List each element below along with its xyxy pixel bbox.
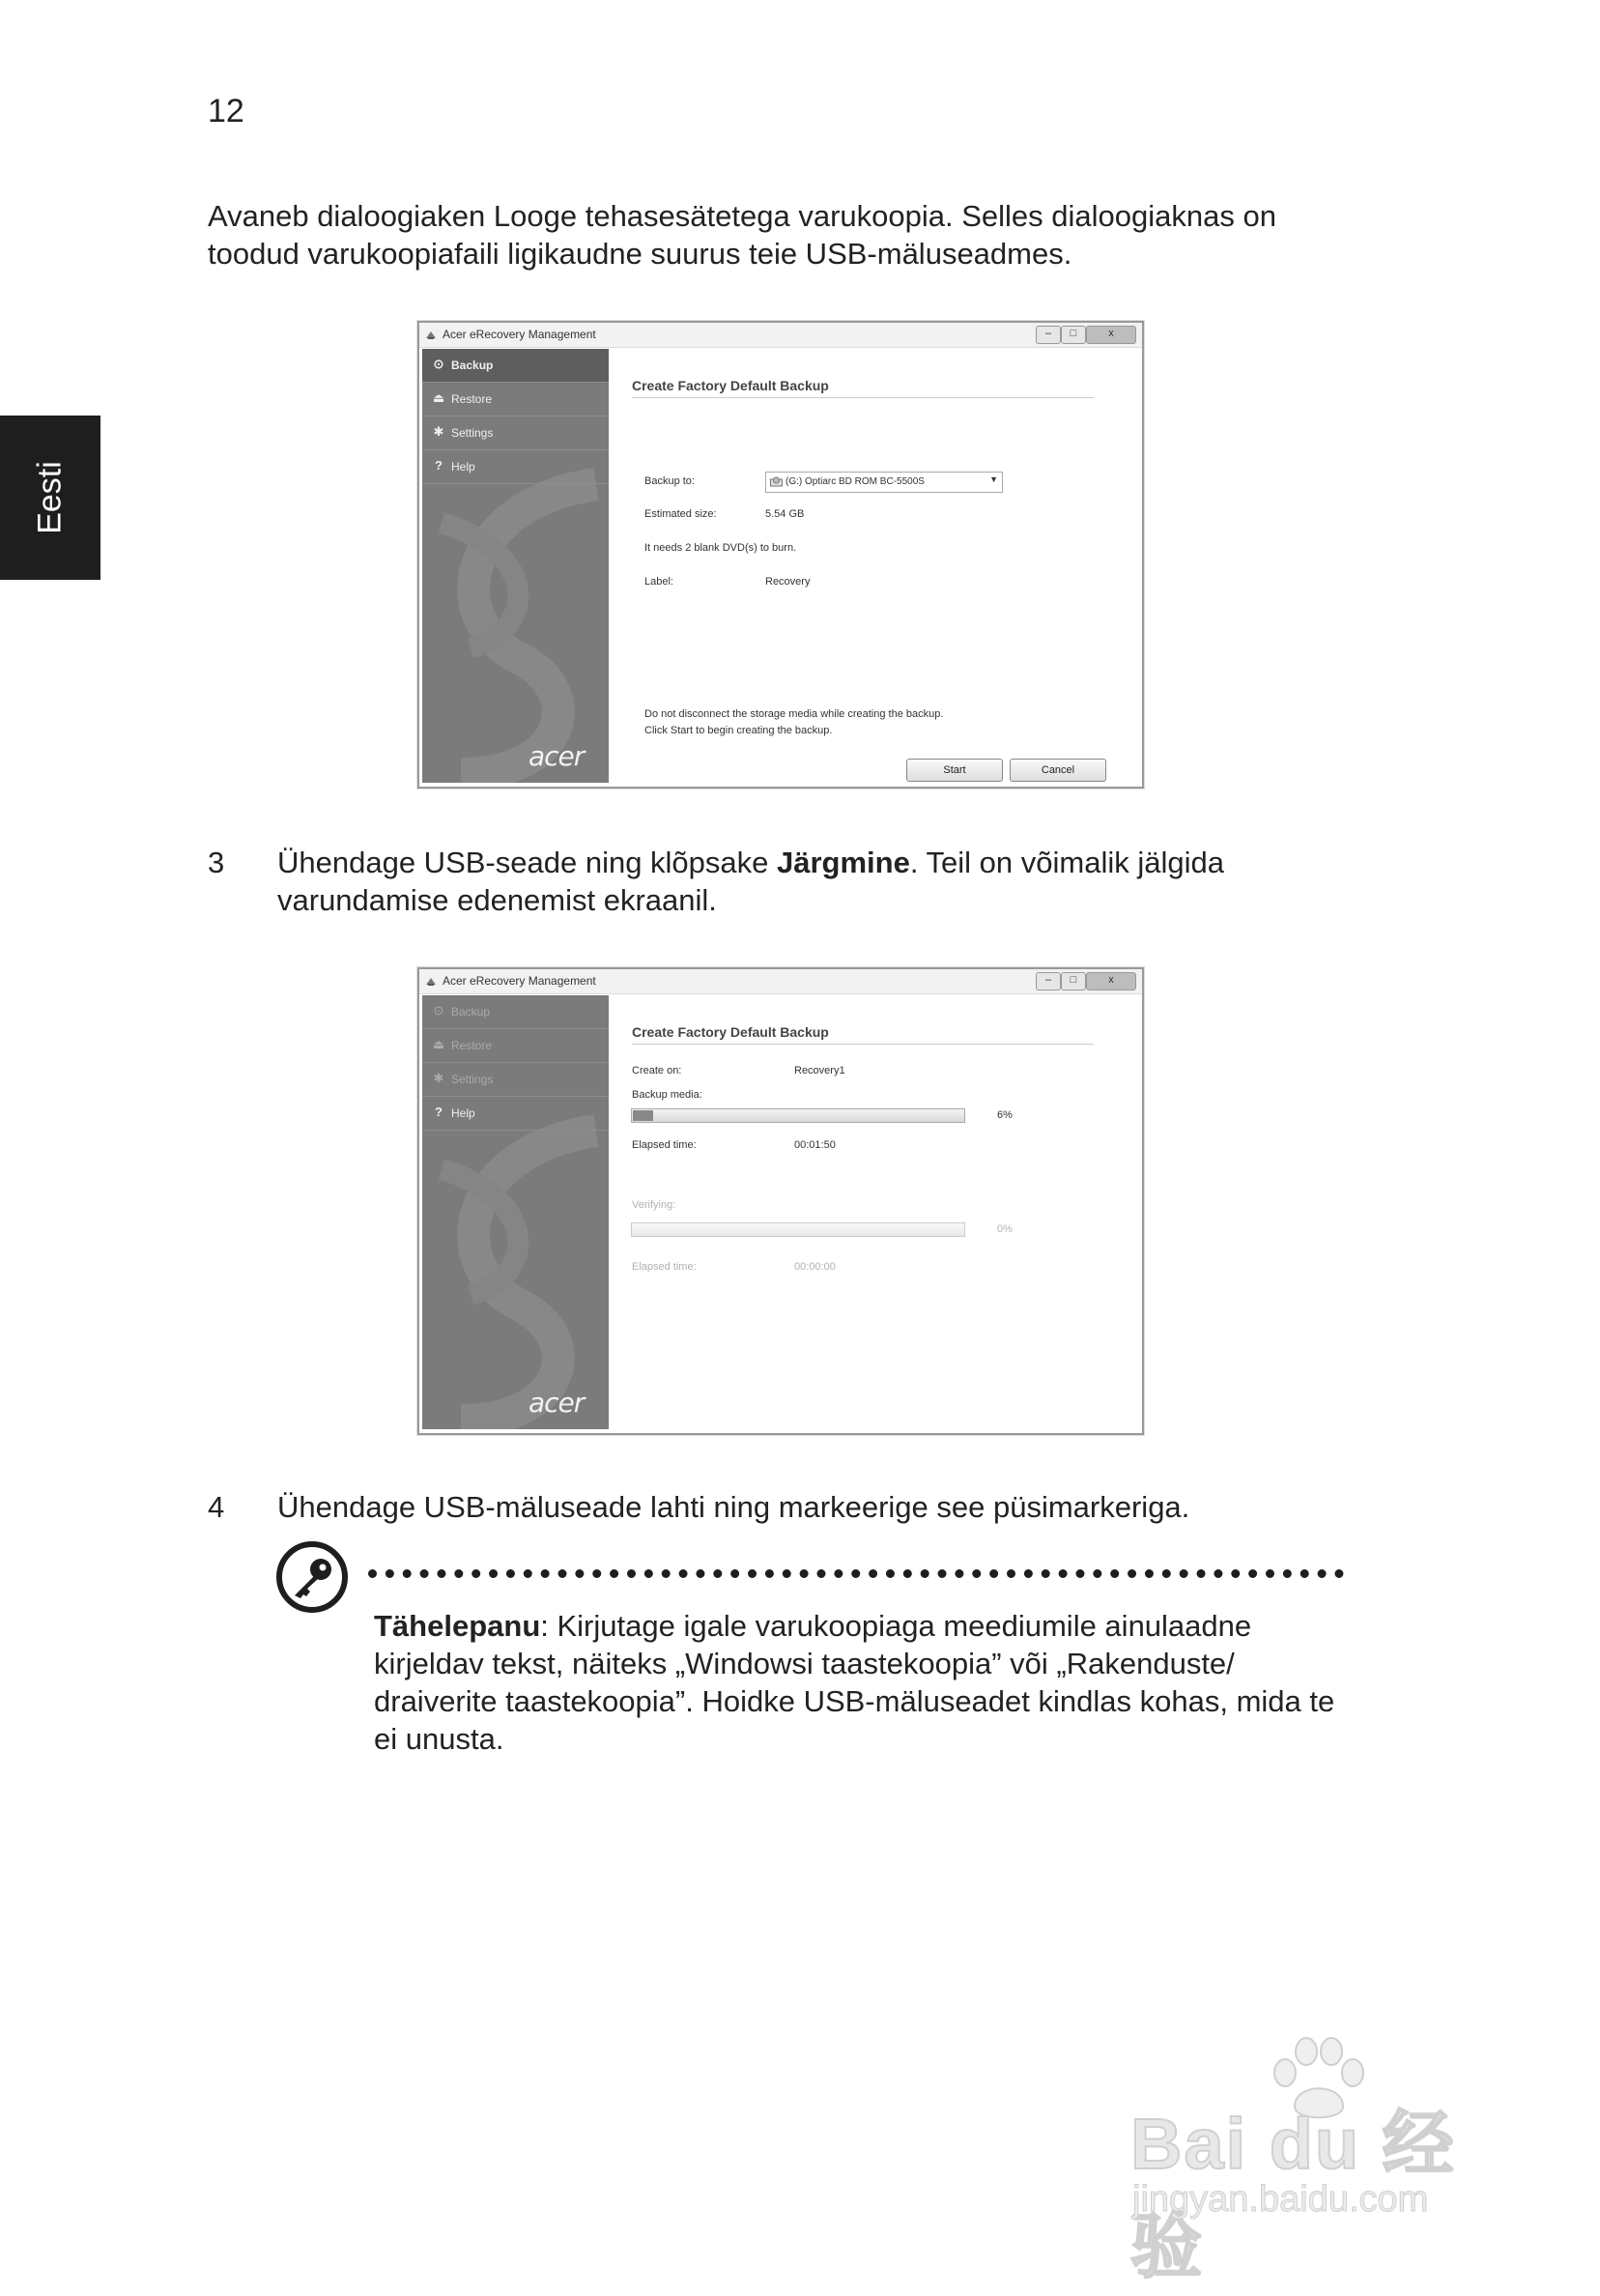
maximize-button[interactable]: □ xyxy=(1061,972,1086,990)
step-text-part: Ühendage USB-seade ning klõpsake xyxy=(277,846,778,879)
elapsed-time-label: Elapsed time: xyxy=(632,1139,697,1151)
screenshot-backup-setup xyxy=(417,321,1144,789)
decorative-swirl xyxy=(422,465,609,783)
title-divider xyxy=(632,397,1094,398)
sidebar-item-label: Restore xyxy=(451,392,493,406)
step-number: 3 xyxy=(208,846,225,879)
main-panel xyxy=(611,349,1142,787)
minimize-button[interactable]: – xyxy=(1036,326,1061,344)
watermark-brand: Bai du 经验 xyxy=(1130,2104,1456,2286)
sidebar-item-settings[interactable] xyxy=(422,416,609,450)
watermark xyxy=(1121,2034,1507,2286)
note-text xyxy=(374,1607,1350,1758)
main-title: Create Factory Default Backup xyxy=(632,378,829,393)
close-button[interactable]: x xyxy=(1086,972,1136,990)
estimated-size-value: 5.54 GB xyxy=(765,508,805,520)
backup-progress-fill xyxy=(633,1110,653,1121)
sidebar xyxy=(422,995,609,1429)
acer-logo: acer xyxy=(529,740,585,772)
sidebar-item-label: Help xyxy=(451,460,475,474)
window-title: Acer eRecovery Management xyxy=(443,974,596,988)
backup-icon: ⊙ xyxy=(433,1003,444,1018)
maximize-button[interactable]: □ xyxy=(1061,326,1086,344)
sidebar-item-settings[interactable] xyxy=(422,1063,609,1097)
verifying-label: Verifying: xyxy=(632,1199,676,1211)
sidebar-item-help[interactable] xyxy=(422,1097,609,1131)
note-label: Tähelepanu xyxy=(374,1609,541,1643)
create-on-label: Create on: xyxy=(632,1065,682,1076)
estimated-size-label: Estimated size: xyxy=(644,508,717,520)
close-button[interactable]: x xyxy=(1086,326,1136,344)
gear-icon: ✱ xyxy=(433,424,444,439)
restore-icon: ⏏ xyxy=(432,1037,445,1051)
app-icon xyxy=(425,975,437,987)
verify-elapsed-label: Elapsed time: xyxy=(632,1261,697,1273)
sidebar-item-restore[interactable] xyxy=(422,1029,609,1063)
verify-progress-percent: 0% xyxy=(997,1223,1013,1235)
sidebar-item-label: Settings xyxy=(451,1073,494,1086)
start-button[interactable]: Start xyxy=(906,759,1003,782)
step-text-part: . Teil on võimalik jälgida varundamise edenemist ekraanil. xyxy=(277,846,1224,917)
window-titlebar xyxy=(419,323,1142,348)
step-text xyxy=(277,844,1359,919)
drive-icon xyxy=(770,476,783,487)
verify-progress-bar xyxy=(631,1222,965,1237)
backup-progress-percent: 6% xyxy=(997,1109,1013,1121)
backup-progress-bar xyxy=(631,1108,965,1123)
gear-icon: ✱ xyxy=(433,1071,444,1085)
dvd-requirement-text: It needs 2 blank DVD(s) to burn. xyxy=(644,542,797,554)
help-icon: ? xyxy=(435,1105,443,1119)
verify-elapsed-value: 00:00:00 xyxy=(794,1261,836,1273)
sidebar-item-label: Restore xyxy=(451,1039,493,1052)
backup-to-dropdown[interactable] xyxy=(765,472,1003,493)
sidebar-item-label: Help xyxy=(451,1106,475,1120)
watermark-url: jingyan.baidu.com xyxy=(1132,2179,1429,2220)
label-field-value: Recovery xyxy=(765,576,811,588)
note-body: : Kirjutage igale varukoopiaga meediumile ainulaadne kirjeldav tekst, näiteks „Windowsi taastekoopia” või „Rakenduste/ draiverite taastekoopia”. Hoidke USB-mäluseadet kindlas kohas, mida te ei unusta. xyxy=(374,1609,1335,1756)
warning-text-line1: Do not disconnect the storage media while creating the backup. xyxy=(644,708,944,720)
sidebar-item-label: Backup xyxy=(451,1005,491,1019)
sidebar-item-help[interactable] xyxy=(422,450,609,484)
window-title: Acer eRecovery Management xyxy=(443,328,596,341)
language-tab-label: Eesti xyxy=(31,461,69,534)
sidebar-item-restore[interactable] xyxy=(422,383,609,416)
step-text: Ühendage USB-mäluseade lahti ning markeerige see püsimarkeriga. xyxy=(277,1490,1190,1524)
chevron-down-icon: ▼ xyxy=(989,474,998,484)
backup-media-label: Backup media: xyxy=(632,1089,702,1101)
backup-to-value: (G:) Optiarc BD ROM BC-5500S xyxy=(786,476,925,487)
sidebar-item-label: Settings xyxy=(451,426,494,440)
app-icon xyxy=(425,329,437,340)
cancel-button[interactable]: Cancel xyxy=(1010,759,1106,782)
main-title: Create Factory Default Backup xyxy=(632,1024,829,1040)
language-tab xyxy=(0,416,100,580)
screenshot-backup-progress xyxy=(417,967,1144,1435)
help-icon: ? xyxy=(435,458,443,473)
label-field-label: Label: xyxy=(644,576,673,588)
main-panel xyxy=(611,995,1142,1433)
backup-to-label: Backup to: xyxy=(644,475,695,487)
create-on-value: Recovery1 xyxy=(794,1065,845,1076)
restore-icon: ⏏ xyxy=(432,390,445,405)
step-number: 4 xyxy=(208,1490,225,1524)
decorative-swirl xyxy=(422,1111,609,1429)
title-divider xyxy=(632,1044,1094,1045)
minimize-button[interactable]: – xyxy=(1036,972,1061,990)
sidebar xyxy=(422,349,609,783)
backup-icon: ⊙ xyxy=(433,357,444,371)
window-titlebar xyxy=(419,969,1142,994)
sidebar-item-label: Backup xyxy=(451,359,494,372)
sidebar-item-backup[interactable] xyxy=(422,349,609,383)
step-text-bold: Järgmine xyxy=(777,846,910,879)
key-icon xyxy=(275,1540,349,1614)
sidebar-item-backup[interactable] xyxy=(422,995,609,1029)
acer-logo: acer xyxy=(529,1387,585,1419)
intro-paragraph: Avaneb dialoogiaken Looge tehasesätetega varukoopia. Selles dialoogiaknas on toodud varukoopiafaili ligikaudne suurus teie USB-mäluseadmes. xyxy=(208,199,1276,271)
page-number: 12 xyxy=(208,93,244,129)
warning-text-line2: Click Start to begin creating the backup. xyxy=(644,725,833,736)
elapsed-time-value: 00:01:50 xyxy=(794,1139,836,1151)
note-divider xyxy=(368,1569,1344,1578)
